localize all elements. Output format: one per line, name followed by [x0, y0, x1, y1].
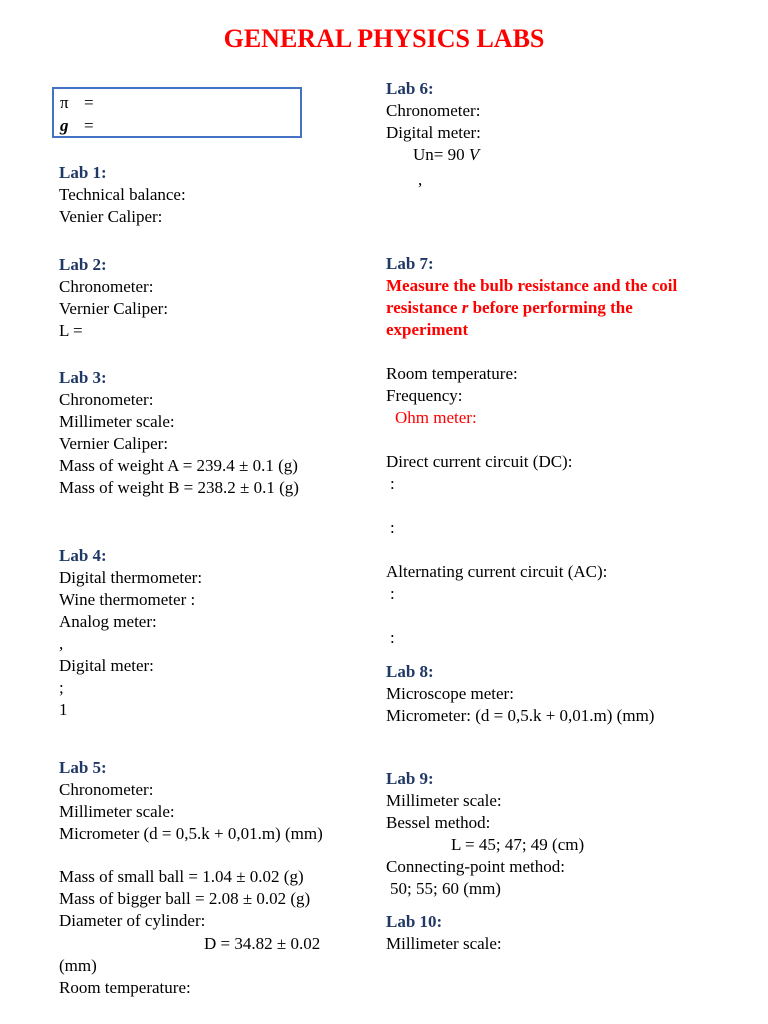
lab5-line: Micrometer (d = 0,5.k + 0,01.m) (mm)	[59, 824, 323, 843]
lab4-line: ,	[59, 634, 64, 653]
lab4-line: Analog meter:	[59, 612, 157, 631]
lab4-line: Digital meter:	[59, 656, 154, 675]
lab2-line: Chronometer:	[59, 277, 154, 296]
lab4-line: 1	[59, 700, 68, 719]
lab7-note-r: r	[461, 298, 469, 317]
lab9-line: Millimeter scale:	[386, 791, 502, 810]
lab1-heading: Lab 1:	[59, 163, 107, 182]
lab5-line: Chronometer:	[59, 780, 154, 799]
lab7-line: :	[390, 518, 395, 537]
lab10-heading: Lab 10:	[386, 912, 443, 931]
lab5-line: Diameter of cylinder:	[59, 911, 206, 930]
lab5-line: Room temperature:	[59, 978, 191, 997]
lab2-line: L =	[59, 321, 83, 340]
lab9-line: 50; 55; 60 (mm)	[390, 879, 501, 898]
lab5-line: Millimeter scale:	[59, 802, 175, 821]
lab7-note	[386, 298, 633, 318]
lab7-line: Room temperature:	[386, 364, 518, 383]
lab3-line: Chronometer:	[59, 390, 154, 409]
lab7-line: Direct current circuit (DC):	[386, 452, 573, 471]
lab3-line: Mass of weight A = 239.4 ± 0.1 (g)	[59, 456, 298, 475]
lab7-note-text: before performing the	[468, 298, 633, 317]
lab9-line: Bessel method:	[386, 813, 491, 832]
lab1-line: Technical balance:	[59, 185, 186, 204]
lab5-line: (mm)	[59, 956, 97, 975]
lab6-line: Chronometer:	[386, 101, 481, 120]
lab7-line: Alternating current circuit (AC):	[386, 562, 608, 581]
lab8-heading: Lab 8:	[386, 662, 434, 681]
lab4-line: Digital thermometer:	[59, 568, 203, 587]
lab1-line: Venier Caliper:	[59, 207, 163, 226]
lab2-line: Vernier Caliper:	[59, 299, 169, 318]
lab7-note-text: resistance	[386, 298, 462, 317]
g-equals: =	[84, 116, 94, 135]
g-symbol: g	[60, 116, 69, 135]
lab7-heading: Lab 7:	[386, 254, 434, 273]
lab6-line: ,	[418, 170, 423, 189]
lab8-line: Microscope meter:	[386, 684, 514, 703]
lab4-line: Wine thermometer :	[59, 590, 196, 609]
lab7-note: experiment	[386, 320, 469, 339]
lab6-heading: Lab 6:	[386, 79, 434, 98]
lab6-line: Digital meter:	[386, 123, 481, 142]
lab7-line: :	[390, 584, 395, 603]
lab6-voltage-unit: V	[468, 145, 480, 164]
lab3-heading: Lab 3:	[59, 368, 107, 387]
lab9-line: Connecting-point method:	[386, 857, 565, 876]
lab5-heading: Lab 5:	[59, 758, 107, 777]
lab4-line: ;	[59, 678, 64, 697]
lab7-note: Measure the bulb resistance and the coil	[386, 276, 678, 295]
lab6-line	[413, 145, 479, 165]
lab9-line: L = 45; 47; 49 (cm)	[451, 835, 585, 854]
lab6-voltage-value: Un= 90	[413, 145, 465, 164]
page-title: GENERAL PHYSICS LABS	[223, 24, 545, 53]
lab7-line: :	[390, 474, 395, 493]
lab7-line: Ohm meter:	[395, 408, 477, 427]
lab3-line: Millimeter scale:	[59, 412, 175, 431]
lab5-line: Mass of small ball = 1.04 ± 0.02 (g)	[59, 867, 304, 886]
pi-equals: =	[84, 93, 94, 112]
lab10-line: Millimeter scale:	[386, 934, 502, 953]
lab3-line: Vernier Caliper:	[59, 434, 169, 453]
lab5-line: Mass of bigger ball = 2.08 ± 0.02 (g)	[59, 889, 311, 908]
lab8-line: Micrometer: (d = 0,5.k + 0,01.m) (mm)	[386, 706, 655, 725]
pi-symbol: π	[60, 93, 69, 112]
lab7-line: Frequency:	[386, 386, 463, 405]
lab7-line: :	[390, 628, 395, 647]
lab2-heading: Lab 2:	[59, 255, 107, 274]
lab3-line: Mass of weight B = 238.2 ± 0.1 (g)	[59, 478, 299, 497]
lab4-heading: Lab 4:	[59, 546, 107, 565]
lab9-heading: Lab 9:	[386, 769, 434, 788]
lab5-line: D = 34.82 ± 0.02	[204, 934, 321, 953]
